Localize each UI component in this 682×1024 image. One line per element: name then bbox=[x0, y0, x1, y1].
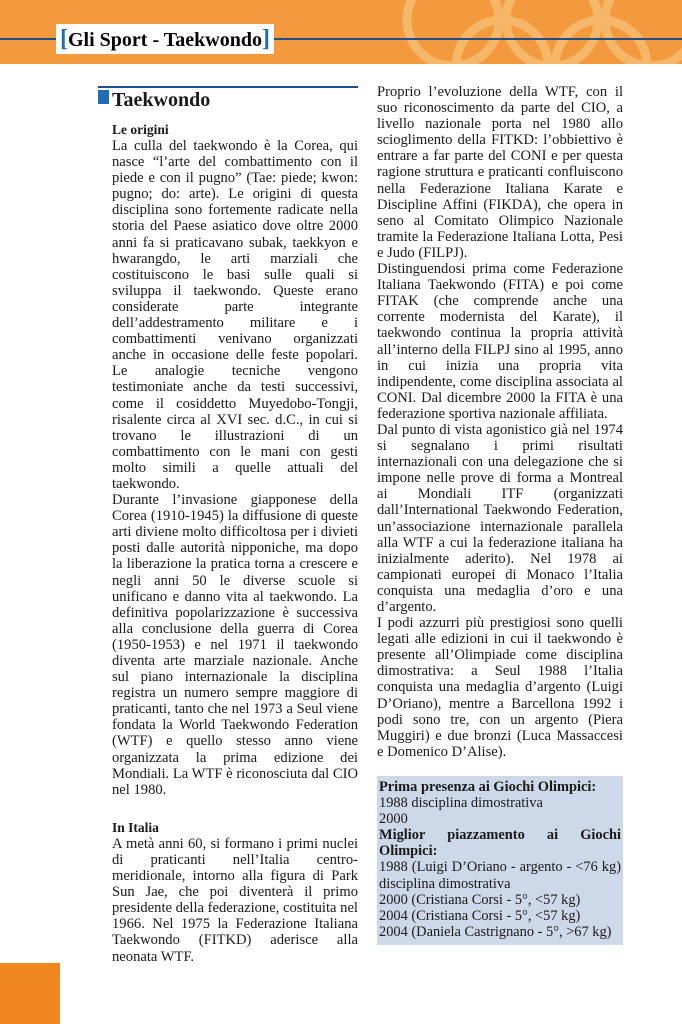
header-band bbox=[0, 0, 682, 64]
spacer bbox=[112, 798, 358, 814]
right-paragraph-3: Dal punto di vista agonistico già nel 1974 si segnalano i primi risultati internazionali con una delegazione che si impone nelle prove di forma a Montreal ai Mondiali ITF (organizzati dall’International Taekwondo Federation, un’associazione internazionale parallela alla WTF a cui la federazione italiana ha inizialmente aderito). Nel 1978 ai campionati europei di Monaco l’Italia conquista una medaglia d’oro e una d’argento. bbox=[377, 421, 623, 615]
infobox-prima-line: 1988 disciplina dimostrativa bbox=[379, 795, 543, 812]
infobox-miglior-label: Miglior piazzamento ai Giochi Olimpici: bbox=[379, 827, 621, 860]
heading-in-italia: In Italia bbox=[112, 819, 159, 835]
header-title-text: Gli Sport - Taekwondo bbox=[68, 29, 262, 51]
corner-color-block bbox=[0, 963, 60, 1024]
origini-paragraph-2: Durante l’invasione giapponese della Corea (1910-1945) la diffusione di queste arti diviene molto difficoltosa per i divieti posti dalle autorità nipponiche, ma dopo la liberazione la pratica torna a crescere e negli anni 50 le diverse scuole si unificano e danno vita al taekwondo. La definitiva popolarizzazione è successiva alla conclusione della guerra di Corea (1950-1953) e nel 1971 il taekwondo diventa arte marziale nazionale. Anche sul piano internazionale la disciplina registra un numero sempre maggiore di praticanti, tanto che nel 1973 a Seul viene fondata la World Taekwondo Federation (WTF) e quello stesso anno viene organizzata la prima edizione dei Mondiali. La WTF è riconosciuta dal CIO nel 1980. bbox=[112, 492, 358, 798]
heading-origini: Le origini bbox=[112, 122, 169, 137]
infobox-prima-label: Prima presenza ai Giochi Olimpici: bbox=[379, 778, 597, 795]
header-bracket-open: [ bbox=[60, 26, 68, 52]
page-header-title bbox=[56, 24, 274, 54]
italia-paragraph: A metà anni 60, si formano i primi nuclei di praticanti nell’Italia centro-meridionale, intorno alla figura di Park Sun Jae, che poi diventerà il primo presidente della federazione, costituita nel 1966. Nel 1975 la Federazione Italiana Taekwondo (FITKD) aderisce alla neonata WTF. bbox=[112, 835, 358, 965]
section-title bbox=[98, 86, 358, 112]
right-paragraph-4: I podi azzurri più prestigiosi sono quelli legati alle edizioni in cui il taekwondo è presente all’Olimpiade come disciplina dimostrativa: a Seul 1988 l’Italia conquista una medaglia d’argento (Luigi D’Oriano), mentre a Barcellona 1992 i podi sono tre, con un argento (Piera Muggiri) e due bronzi (Luca Massaccesi e Domenico D’Alise). bbox=[377, 615, 623, 760]
infobox-prima-line: 2000 bbox=[379, 811, 408, 828]
section-marker-square bbox=[98, 90, 109, 104]
header-bracket-close: ] bbox=[261, 26, 270, 52]
olympic-info-box bbox=[377, 776, 623, 945]
section-title-text: Taekwondo bbox=[112, 89, 211, 111]
origini-paragraph-1: La culla del taekwondo è la Corea, qui nasce “l’arte del combattimento con il piede e con il pugno” (Tae: piede; kwon: pugno; do: arte). Le origini di questa disciplina sono fortemente radicate nella storia del Paese asiatico dove oltre 2000 anni fa si praticavano subak, taekkyon e hwarangdo, le arti marziali che costituiscono le basi sulle quali si sviluppa il taekwondo. Queste erano considerate parte integrante dell’addestramento militare e i combattimenti venivano organizzati anche in occasione delle feste popolari. Le analogie tecniche vengono testimoniate anche da testi successivi, come il cosiddetto Muyedobo-Tongji, risalente circa al XVI sec. d.C., in cui si trovano le illustrazioni di un combattimento con le mani con gesti molto simili a quelle attuali del taekwondo. bbox=[112, 138, 358, 492]
infobox-miglior-line: 1988 (Luigi D’Oriano - argento - <76 kg) disciplina dimostrativa bbox=[379, 859, 621, 892]
right-column bbox=[377, 84, 623, 945]
right-paragraph-2: Distinguendosi prima come Federazione Italiana Taekwondo (FITA) e poi come FITAK (che comprende anche una corrente modernista del Karate), il taekwondo continua la propria attività all’interno della FILPJ sino al 1995, anno in cui inizia una propria vita indipendente, come disciplina associata al CONI. Dal dicembre 2000 la FITA è una federazione sportiva nazionale affiliata. bbox=[377, 261, 623, 422]
infobox-miglior-line: 2004 (Daniela Castrignano - 5°, >67 kg) bbox=[379, 923, 612, 940]
infobox-miglior-line: 2004 (Cristiana Corsi - 5°, <57 kg) bbox=[379, 907, 581, 924]
right-paragraph-1: Proprio l’evoluzione della WTF, con il suo riconoscimento da parte del CIO, a livello nazionale porta nel 1980 allo scioglimento della FITKD: l’obbiettivo è entrare a far parte del CONI e per questa ragione struttura e praticanti confluiscono nella Federazione Italiana Karate e Discipline Affini (FIKDA), che opera in seno al Comitato Olimpico Nazionale tramite la Federazione Italiana Lotta, Pesi e Judo (FILPJ). bbox=[377, 84, 623, 261]
left-column bbox=[112, 86, 358, 965]
infobox-miglior-line: 2000 (Cristiana Corsi - 5°, <57 kg) bbox=[379, 891, 581, 908]
